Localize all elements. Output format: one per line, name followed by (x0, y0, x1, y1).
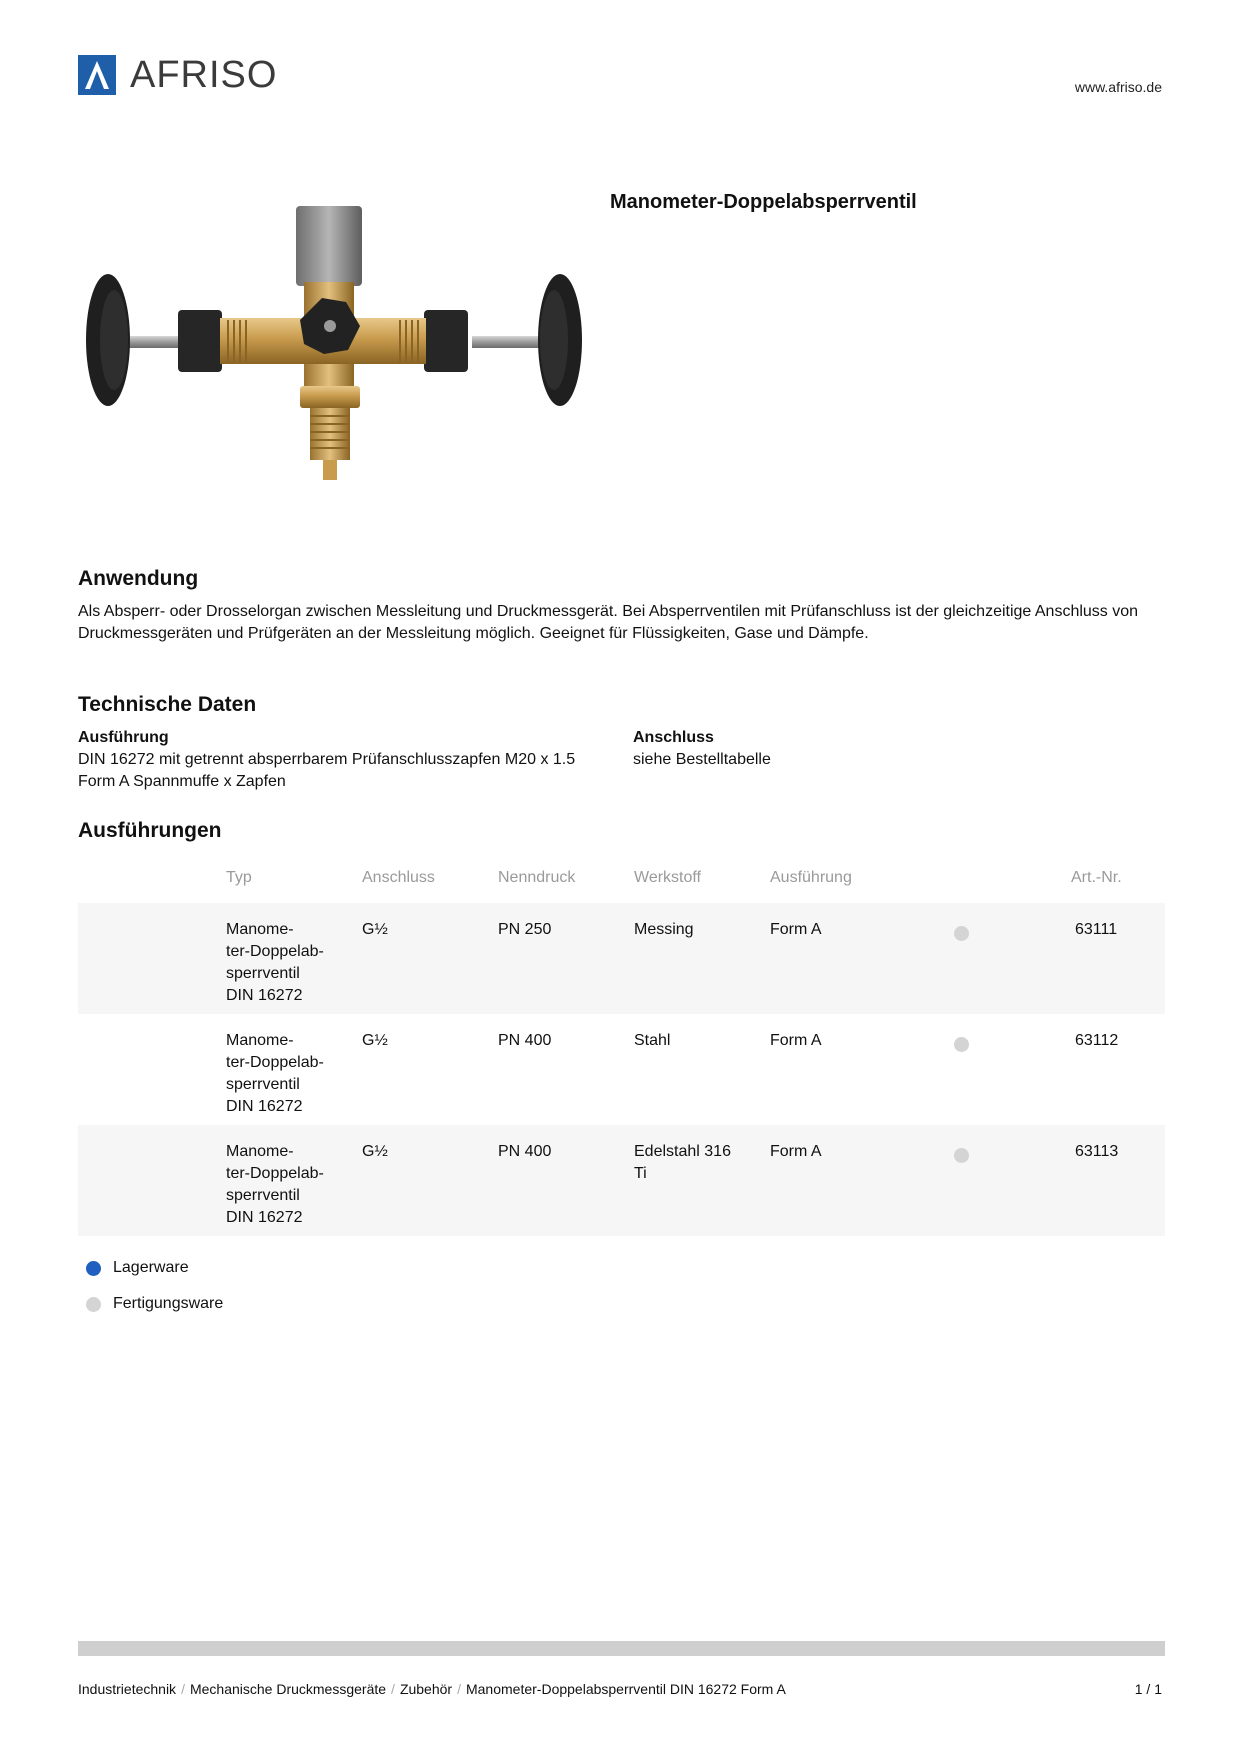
legend-lagerware (86, 1259, 189, 1277)
typ-line: Manome- (226, 1032, 294, 1049)
typ-line: sperrventil (226, 965, 300, 982)
table-row[interactable] (78, 1125, 1165, 1236)
page-number: 1 / 1 (1134, 1681, 1162, 1697)
anschluss-value: siehe Bestelltabelle (633, 751, 771, 768)
anschluss-block (633, 727, 771, 771)
cell-werkstoff (634, 1030, 670, 1052)
cell-artnr[interactable]: 63112 (1075, 1032, 1119, 1049)
ausfuehrung-block (78, 727, 575, 793)
legend-fertigungsware-label: Fertigungsware (113, 1295, 224, 1312)
anschluss-label: Anschluss (633, 729, 714, 746)
typ-line: sperrventil (226, 1076, 300, 1093)
website-link[interactable]: www.afriso.de (1074, 79, 1162, 95)
breadcrumb-item[interactable]: Industrietechnik (78, 1681, 177, 1697)
typ-line: DIN 16272 (226, 987, 303, 1004)
availability-dot (954, 926, 969, 941)
breadcrumb-separator: / (181, 1681, 185, 1697)
breadcrumb-item[interactable]: Manometer-Doppelabsperrventil DIN 16272 Form A (465, 1681, 786, 1697)
ausfuehrung-label: Ausführung (78, 729, 169, 746)
typ-line: DIN 16272 (226, 1209, 303, 1226)
cell-anschluss: G½ (362, 921, 388, 938)
lagerware-dot-icon (86, 1261, 101, 1276)
breadcrumb-separator: / (391, 1681, 395, 1697)
cell-typ (226, 1141, 324, 1229)
fertigungsware-dot-icon (86, 1297, 101, 1312)
cell-werkstoff (634, 1141, 731, 1185)
col-header-werkstoff: Werkstoff (634, 869, 701, 886)
typ-line: ter-Doppelab- (226, 1165, 324, 1182)
order-table (78, 865, 1165, 1236)
legend-fertigungsware (86, 1295, 223, 1313)
cell-anschluss: G½ (362, 1032, 388, 1049)
werkstoff-line: Ti (634, 1165, 647, 1182)
col-header-nenndruck: Nenndruck (498, 869, 576, 886)
typ-line: ter-Doppelab- (226, 943, 324, 960)
cell-ausfuehrung: Form A (770, 1143, 822, 1160)
werkstoff-line: Messing (634, 921, 694, 938)
typ-line: sperrventil (226, 1187, 300, 1204)
breadcrumb-item[interactable]: Zubehör (399, 1681, 453, 1697)
ausfuehrung-line-2: Form A Spannmuffe x Zapfen (78, 773, 286, 790)
typ-line: ter-Doppelab- (226, 1054, 324, 1071)
cell-nenndruck: PN 400 (498, 1143, 552, 1160)
table-row[interactable] (78, 1014, 1165, 1125)
typ-line: DIN 16272 (226, 1098, 303, 1115)
werkstoff-line: Edelstahl 316 (634, 1143, 731, 1160)
brand-name: AFRISO (130, 54, 278, 96)
cell-ausfuehrung: Form A (770, 1032, 822, 1049)
anwendung-text: Als Absperr- oder Drosselorgan zwischen Messleitung und Druckmessgerät. Bei Absperrventilen mit Prüfanschluss ist der gleichzeitige Anschluss von Druckmessgeräten und Prüfgeräten an der Messleitung möglich. Geeignet für Flüssigkeiten, Gase und Dämpfe. (78, 603, 1139, 642)
col-header-artnr: Art.-Nr. (1071, 869, 1122, 886)
col-header-typ: Typ (226, 869, 252, 886)
cell-anschluss: G½ (362, 1143, 388, 1160)
cell-nenndruck: PN 400 (498, 1032, 552, 1049)
footer-divider (78, 1641, 1165, 1656)
product-title: Manometer-Doppelabsperrventil (610, 191, 917, 213)
table-row[interactable] (78, 903, 1165, 1014)
cell-nenndruck: PN 250 (498, 921, 552, 938)
breadcrumb-item[interactable]: Mechanische Druckmessgeräte (189, 1681, 387, 1697)
breadcrumb-separator: / (457, 1681, 461, 1697)
table-header (78, 865, 1165, 903)
typ-line: Manome- (226, 1143, 294, 1160)
cell-typ (226, 1030, 324, 1118)
ausfuehrungen-heading: Ausführungen (78, 819, 222, 842)
afriso-logo[interactable] (78, 55, 277, 95)
typ-line: Manome- (226, 921, 294, 938)
cell-typ (226, 919, 324, 1007)
col-header-ausfuehrung: Ausführung (770, 869, 852, 886)
cell-ausfuehrung: Form A (770, 921, 822, 938)
col-header-anschluss: Anschluss (362, 869, 435, 886)
product-image (78, 190, 588, 500)
cell-artnr[interactable]: 63113 (1075, 1143, 1119, 1160)
cell-werkstoff (634, 919, 694, 941)
cell-artnr[interactable]: 63111 (1075, 921, 1118, 938)
legend-lagerware-label: Lagerware (113, 1259, 189, 1276)
ausfuehrung-line-1: DIN 16272 mit getrennt absperrbarem Prüfanschlusszapfen M20 x 1.5 (78, 751, 576, 768)
breadcrumb (78, 1681, 786, 1697)
technische-daten-heading: Technische Daten (78, 693, 257, 716)
availability-dot (954, 1037, 969, 1052)
availability-dot (954, 1148, 969, 1163)
werkstoff-line: Stahl (634, 1032, 671, 1049)
anwendung-heading: Anwendung (78, 567, 199, 590)
afriso-logo-icon (78, 55, 116, 95)
